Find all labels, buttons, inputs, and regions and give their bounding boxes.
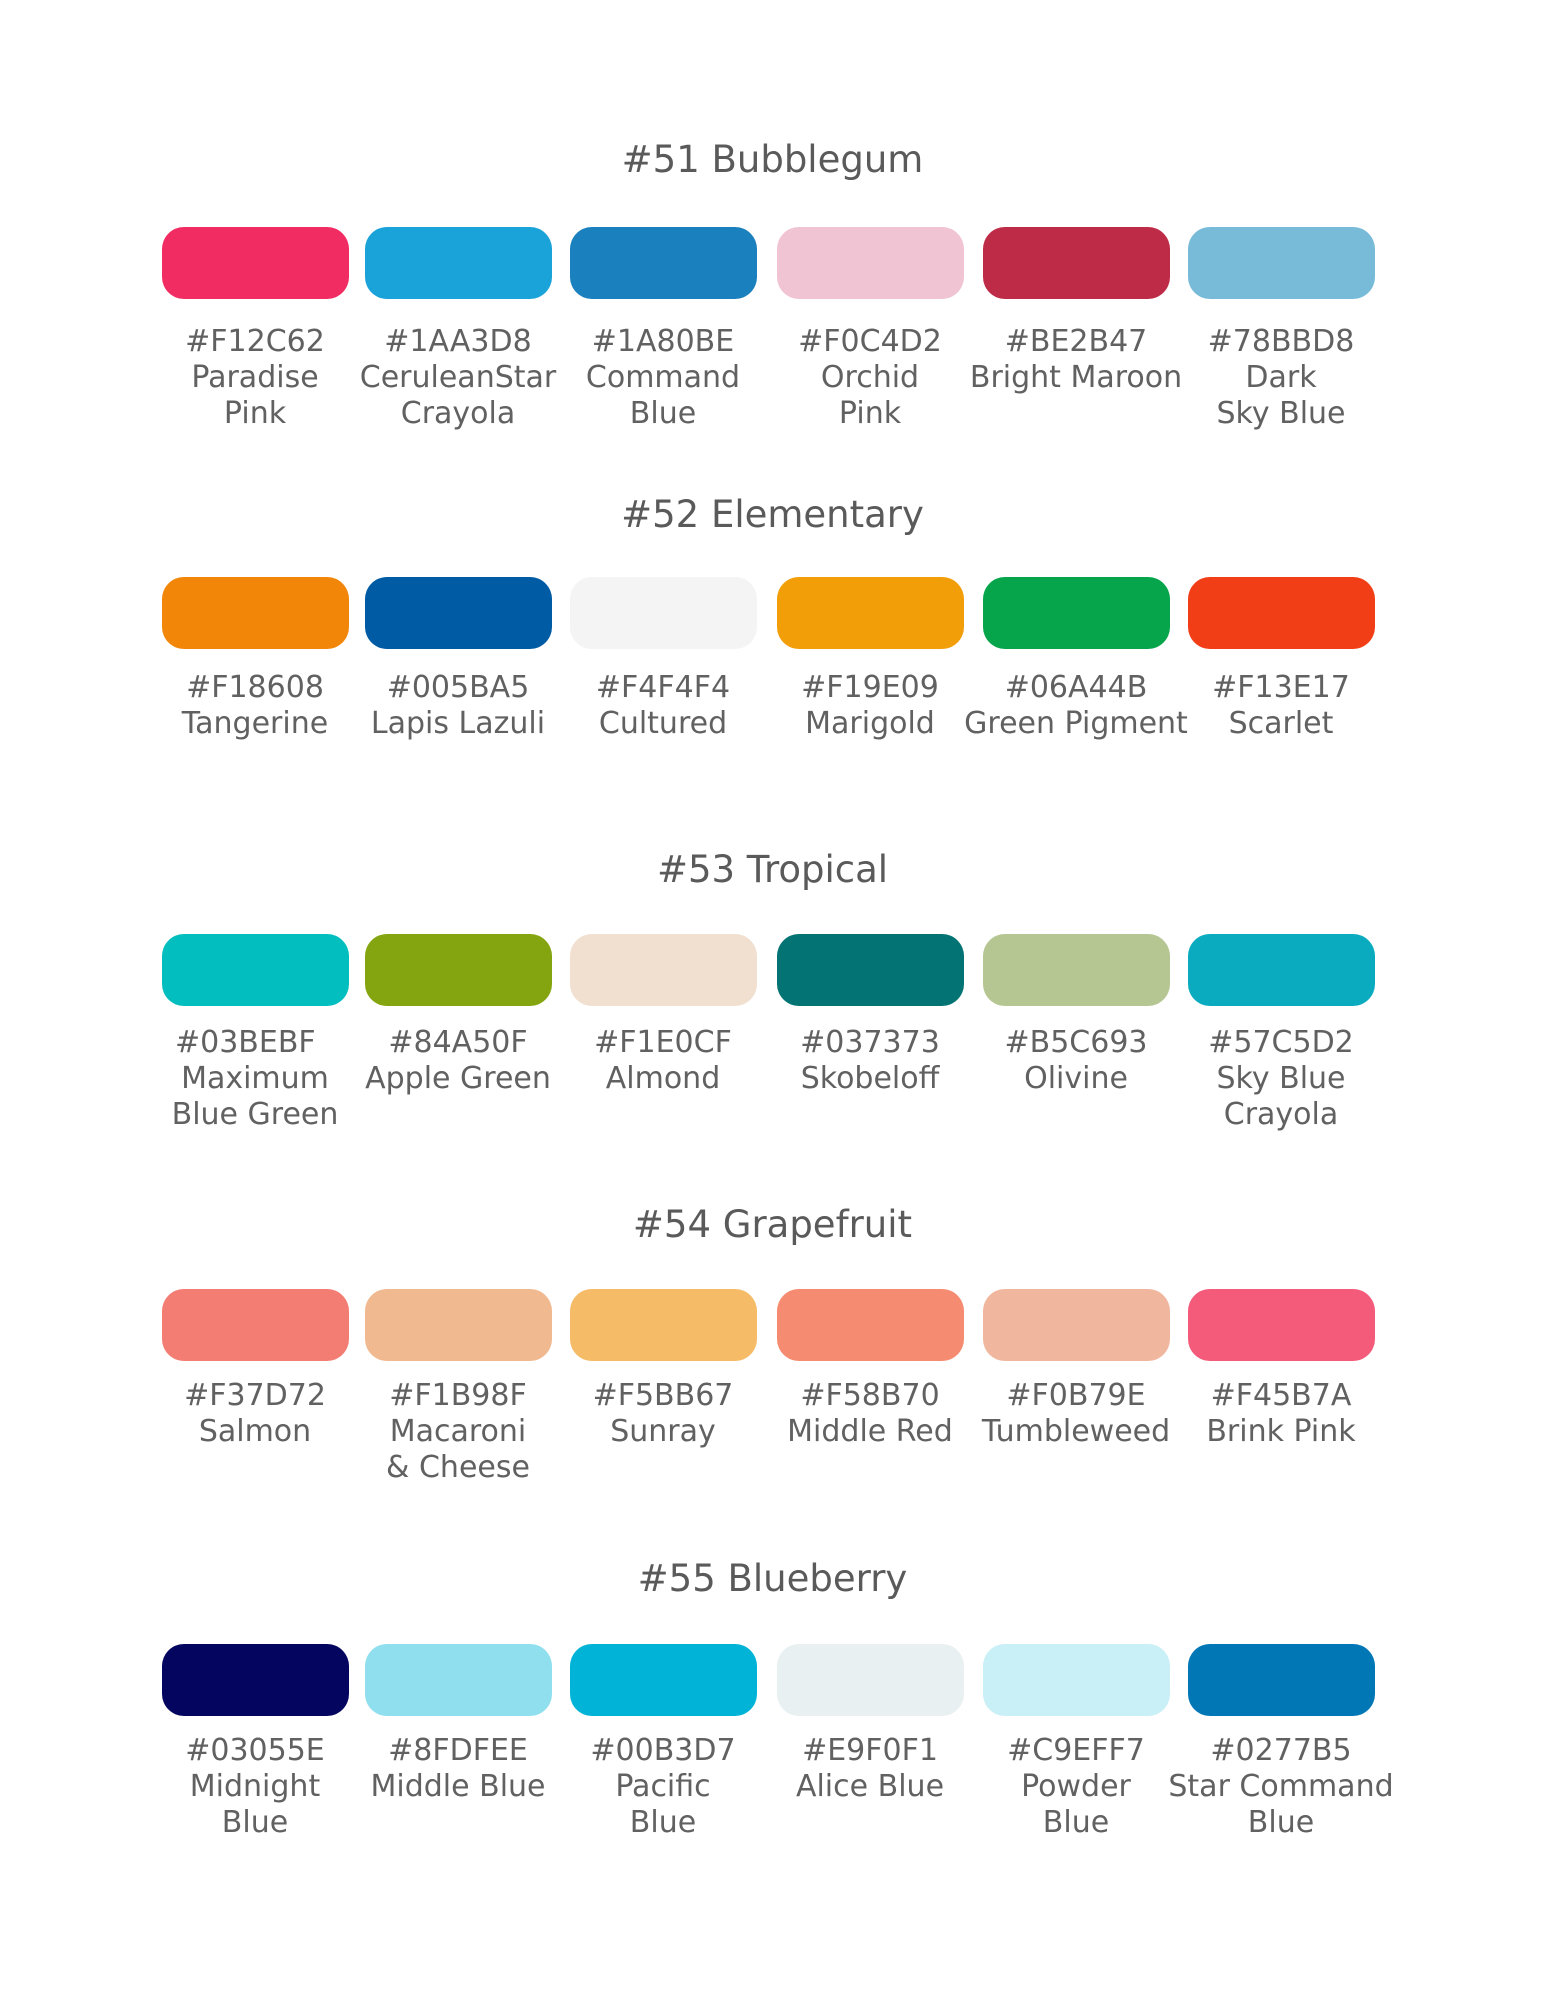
- color-name: Star Command Blue: [1168, 1769, 1394, 1840]
- color-info: [1161, 1025, 1401, 1133]
- color-info: [956, 670, 1196, 742]
- color-hex: #B5C693: [1004, 1025, 1148, 1060]
- color-swatch: [777, 1644, 964, 1716]
- color-info: [338, 1378, 578, 1486]
- color-swatch: [777, 934, 964, 1006]
- color-name: Middle Red: [787, 1414, 953, 1449]
- color-swatch: [570, 934, 757, 1006]
- color-info: [956, 1733, 1196, 1841]
- color-swatch: [570, 1289, 757, 1361]
- palette-title: #52 Elementary: [621, 493, 924, 536]
- color-swatch: [1188, 577, 1375, 649]
- color-swatch: [983, 227, 1170, 299]
- color-name: Cultured: [598, 706, 728, 741]
- color-swatch: [365, 934, 552, 1006]
- color-hex: #03055E: [185, 1733, 325, 1768]
- color-info: [1161, 1378, 1401, 1450]
- color-swatch: [162, 227, 349, 299]
- palette-title: #55 Blueberry: [637, 1557, 908, 1600]
- color-name: Paradise Pink: [191, 360, 319, 431]
- color-hex: #0277B5: [1210, 1733, 1352, 1768]
- color-swatch: [1188, 1644, 1375, 1716]
- color-info: [543, 1025, 783, 1097]
- color-swatch: [570, 577, 757, 649]
- color-name: Alice Blue: [795, 1769, 945, 1804]
- color-hex: #00B3D7: [590, 1733, 736, 1768]
- color-swatch: [983, 1289, 1170, 1361]
- color-hex: #F1E0CF: [594, 1025, 732, 1060]
- color-hex: #78BBD8: [1207, 324, 1355, 359]
- color-info: [750, 1733, 990, 1805]
- color-name: Brink Pink: [1206, 1414, 1356, 1449]
- color-name: Scarlet: [1228, 706, 1334, 741]
- color-name: CeruleanStar Crayola: [359, 360, 557, 431]
- color-hex: #E9F0F1: [802, 1733, 938, 1768]
- color-info: [543, 1733, 783, 1841]
- color-hex: #F0B79E: [1006, 1378, 1146, 1413]
- color-info: [338, 670, 578, 742]
- color-info: [338, 324, 578, 432]
- color-swatch: [365, 227, 552, 299]
- color-name: Macaroni & Cheese: [386, 1414, 530, 1485]
- color-name: Midnight Blue: [189, 1769, 321, 1840]
- color-name: Maximum Blue Green: [171, 1061, 339, 1132]
- color-swatch: [1188, 227, 1375, 299]
- color-swatch: [365, 577, 552, 649]
- color-info: [543, 1378, 783, 1450]
- color-info: [1161, 670, 1401, 742]
- color-hex: #F58B70: [800, 1378, 940, 1413]
- color-swatch: [570, 1644, 757, 1716]
- color-hex: #1AA3D8: [384, 324, 532, 359]
- color-name: Olivine: [1024, 1061, 1128, 1096]
- color-info: [338, 1733, 578, 1805]
- color-hex: #F0C4D2: [798, 324, 942, 359]
- color-hex: #BE2B47: [1004, 324, 1148, 359]
- color-swatch: [570, 227, 757, 299]
- color-info: [956, 1378, 1196, 1450]
- color-hex: #57C5D2: [1208, 1025, 1354, 1060]
- color-name: Sunray: [610, 1414, 716, 1449]
- color-hex: #06A44B: [1004, 670, 1148, 705]
- color-swatch: [777, 227, 964, 299]
- color-hex: #F45B7A: [1210, 1378, 1352, 1413]
- color-hex: #8FDFEE: [388, 1733, 528, 1768]
- color-hex: #F37D72: [184, 1378, 326, 1413]
- color-swatch: [162, 577, 349, 649]
- color-swatch: [983, 1644, 1170, 1716]
- color-name: Bright Maroon: [969, 360, 1183, 395]
- color-swatch: [983, 934, 1170, 1006]
- color-swatch: [162, 1644, 349, 1716]
- color-info: [543, 670, 783, 742]
- color-info: [750, 1378, 990, 1450]
- color-swatch: [162, 1289, 349, 1361]
- color-info: [750, 1025, 990, 1097]
- color-name: Sky Blue Crayola: [1216, 1061, 1346, 1132]
- color-hex: #037373: [800, 1025, 940, 1060]
- color-hex: #03BEBF: [175, 1025, 316, 1060]
- color-info: [1161, 1733, 1401, 1841]
- color-name: Tangerine: [181, 706, 329, 741]
- color-hex: #F19E09: [801, 670, 939, 705]
- color-name: Green Pigment: [964, 706, 1188, 741]
- color-name: Apple Green: [365, 1061, 551, 1096]
- color-swatch: [777, 577, 964, 649]
- color-name: Almond: [605, 1061, 721, 1096]
- color-hex: #F4F4F4: [595, 670, 731, 705]
- color-name: Powder Blue: [1021, 1769, 1131, 1840]
- color-hex: #C9EFF7: [1007, 1733, 1145, 1768]
- color-name: Pacific Blue: [615, 1769, 711, 1840]
- color-swatch: [1188, 934, 1375, 1006]
- color-info: [750, 670, 990, 742]
- color-name: Skobeloff: [800, 1061, 940, 1096]
- color-hex: #F13E17: [1212, 670, 1350, 705]
- color-name: Lapis Lazuli: [370, 706, 546, 741]
- color-hex: #1A80BE: [591, 324, 735, 359]
- palette-title: #53 Tropical: [656, 848, 889, 891]
- color-hex: #F12C62: [185, 324, 325, 359]
- color-hex: #84A50F: [388, 1025, 528, 1060]
- color-hex: #F5BB67: [592, 1378, 734, 1413]
- color-swatch: [365, 1289, 552, 1361]
- color-name: Middle Blue: [370, 1769, 546, 1804]
- color-name: Orchid Pink: [820, 360, 920, 431]
- color-swatch: [777, 1289, 964, 1361]
- color-info: [956, 1025, 1196, 1097]
- color-name: Command Blue: [585, 360, 741, 431]
- color-name: Marigold: [805, 706, 935, 741]
- color-swatch: [365, 1644, 552, 1716]
- color-hex: #F18608: [186, 670, 324, 705]
- color-name: Tumbleweed: [981, 1414, 1171, 1449]
- color-name: Dark Sky Blue: [1216, 360, 1346, 431]
- palette-title: #51 Bubblegum: [621, 138, 924, 181]
- color-info: [1161, 324, 1401, 432]
- color-swatch: [162, 934, 349, 1006]
- color-info: [750, 324, 990, 432]
- color-hex: #F1B98F: [389, 1378, 527, 1413]
- color-info: [956, 324, 1196, 396]
- color-name: Salmon: [198, 1414, 312, 1449]
- color-hex: #005BA5: [386, 670, 530, 705]
- color-info: [338, 1025, 578, 1097]
- color-info: [543, 324, 783, 432]
- color-swatch: [983, 577, 1170, 649]
- color-swatch: [1188, 1289, 1375, 1361]
- palette-title: #54 Grapefruit: [632, 1203, 913, 1246]
